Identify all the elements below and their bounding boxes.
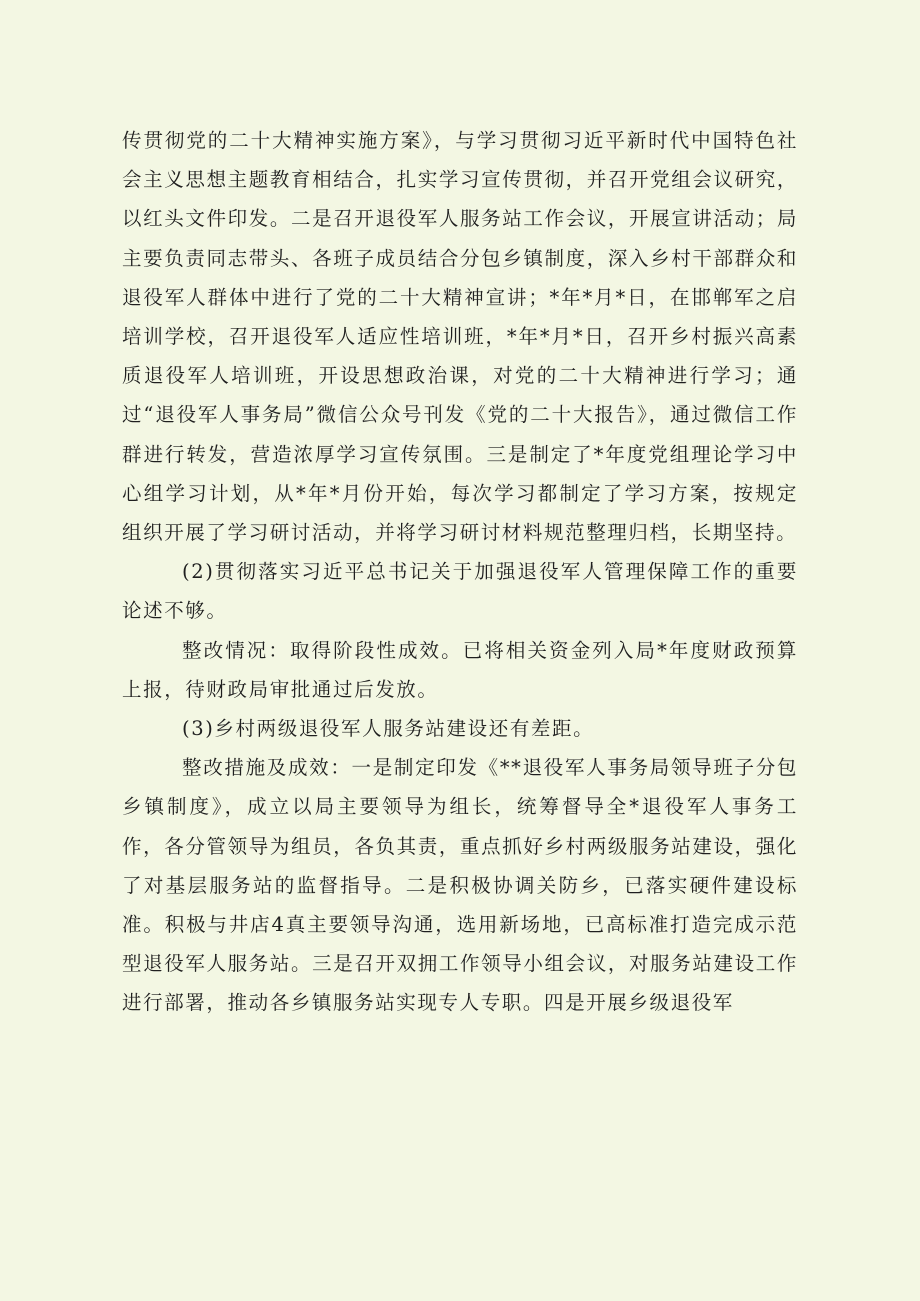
paragraph-issue-3: (3)乡村两级退役军人服务站建设还有差距。	[182, 717, 595, 741]
paragraph-issue-2: (2)贯彻落实习近平总书记关于加强退役军人管理保障工作的重要论述不够。	[122, 560, 798, 623]
paragraph-rectification-status: 整改情况：取得阶段性成效。已将相关资金列入局*年度财政预算上报，待财政局审批通过后发放。	[122, 638, 798, 701]
paragraph-continuation: 传贯彻党的二十大精神实施方案》，与学习贯彻习近平新时代中国特色社会主义思想主题教育相结合，扎实学习宣传贯彻，并召开党组会议研究，以红头文件印发。二是召开退役军人服务站工作会议，开展宣讲活动；局主要负责同志带头、各班子成员结合分包乡镇制度，深入乡村干部群众和退役军人群体中进行了党的二十大精神宣讲；*年*月*日，在邯郸军之启培训学校，召开退役军人适应性培训班，*年*月*日，召开乡村振兴高素质退役军人培训班，开设思想政治课，对党的二十大精神进行学习；通过“退役军人事务局”微信公众号刊发《党的二十大报告》，通过微信工作群进行转发，营造浓厚学习宣传氛围。三是制定了*年度党组理论学习中心组学习计划，从*年*月份开始，每次学习都制定了学习方案，按规定组织开展了学习研讨活动，并将学习研讨材料规范整理归档，长期坚持。	[122, 129, 798, 545]
paragraph-rectification-measures: 整改措施及成效：一是制定印发《**退役军人事务局领导班子分包乡镇制度》，成立以局主要领导为组长，统筹督导全*退役军人事务工作，各分管领导为组员，各负其责，重点抓好乡村两级服务站建设，强化了对基层服务站的监督指导。二是积极协调关防乡，已落实硬件建设标准。积极与井店4真主要领导沟通，选用新场地，已高标准打造完成示范型退役军人服务站。三是召开双拥工作领导小组会议，对服务站建设工作进行部署，推动各乡镇服务站实现专人专职。四是开展乡级退役军	[122, 756, 798, 1015]
document-body	[122, 121, 798, 1023]
